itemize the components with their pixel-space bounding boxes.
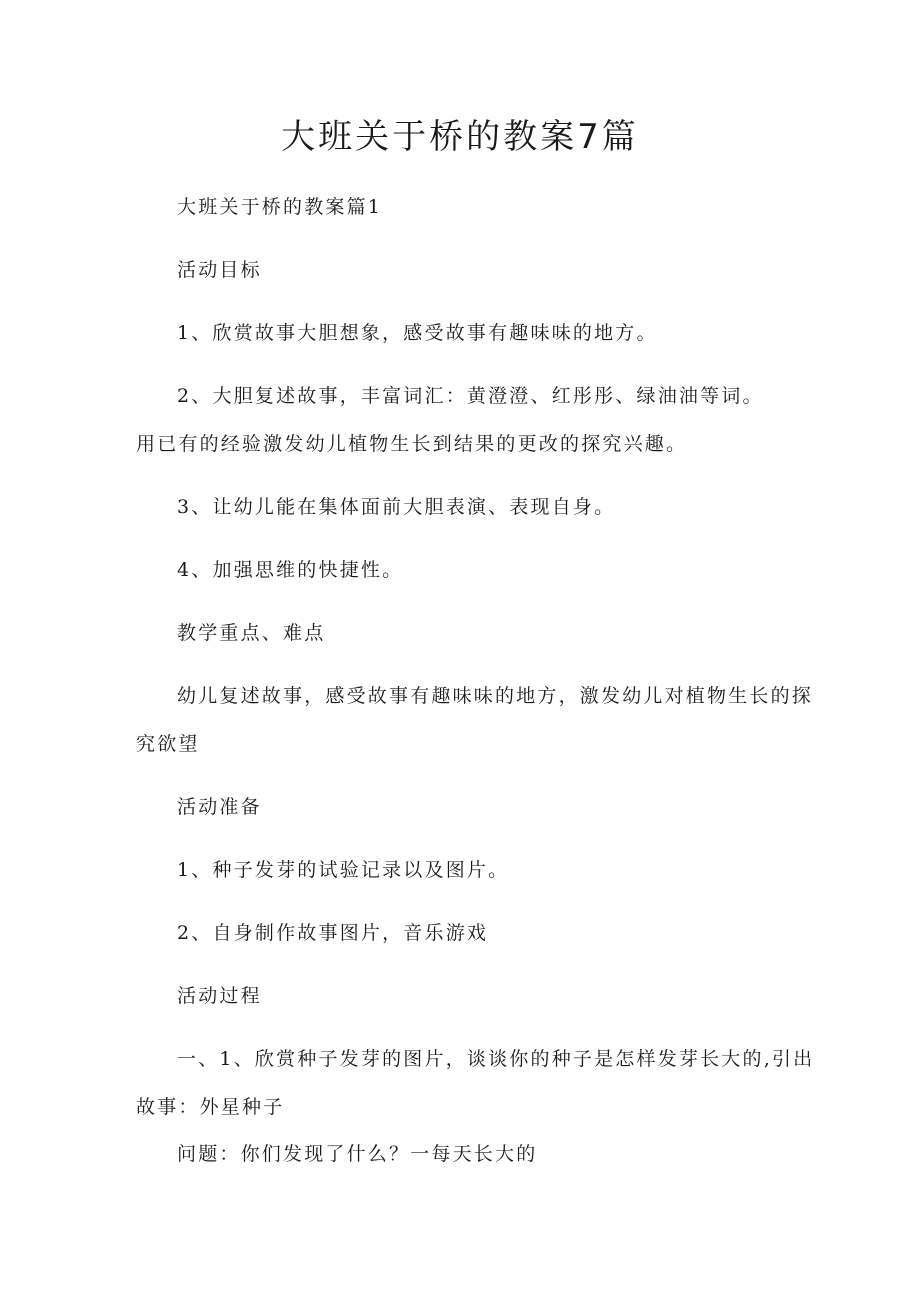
paragraph-line: 1、种子发芽的试验记录以及图片。 [177,859,510,881]
subheading-preparation: 活动准备 [177,796,262,818]
paragraph-line: 3、让幼儿能在集体面前大胆表演、表现自身。 [177,496,616,518]
paragraph-line: 用已有的经验激发幼儿植物生长到结果的更改的探究兴趣。 [136,433,688,455]
paragraph-line: 究欲望 [136,733,200,755]
paragraph-line: 1、欣赏故事大胆想象，感受故事有趣味味的地方。 [177,322,658,344]
paragraph-line: 2、大胆复述故事，丰富词汇：黄澄澄、红彤彤、绿油油等词。 [177,385,764,407]
subheading-process: 活动过程 [177,985,262,1007]
paragraph-line: 4、加强思维的快捷性。 [177,559,404,581]
document-title: 大班关于桥的教案7篇 [281,117,639,157]
subheading-activity-goals: 活动目标 [177,259,262,281]
paragraph-line: 一、1、欣赏种子发芽的图片，谈谈你的种子是怎样发芽长大的,引出 [177,1048,815,1070]
section-heading: 大班关于桥的教案篇1 [177,196,383,218]
paragraph-line: 幼儿复述故事，感受故事有趣味味的地方，激发幼儿对植物生长的探 [177,685,814,707]
paragraph-line: 故事：外星种子 [136,1096,285,1118]
subheading-key-points: 教学重点、难点 [177,622,326,644]
paragraph-line: 2、自身制作故事图片，音乐游戏 [177,922,489,944]
paragraph-line: 问题：你们发现了什么？一每天长大的 [177,1143,538,1165]
